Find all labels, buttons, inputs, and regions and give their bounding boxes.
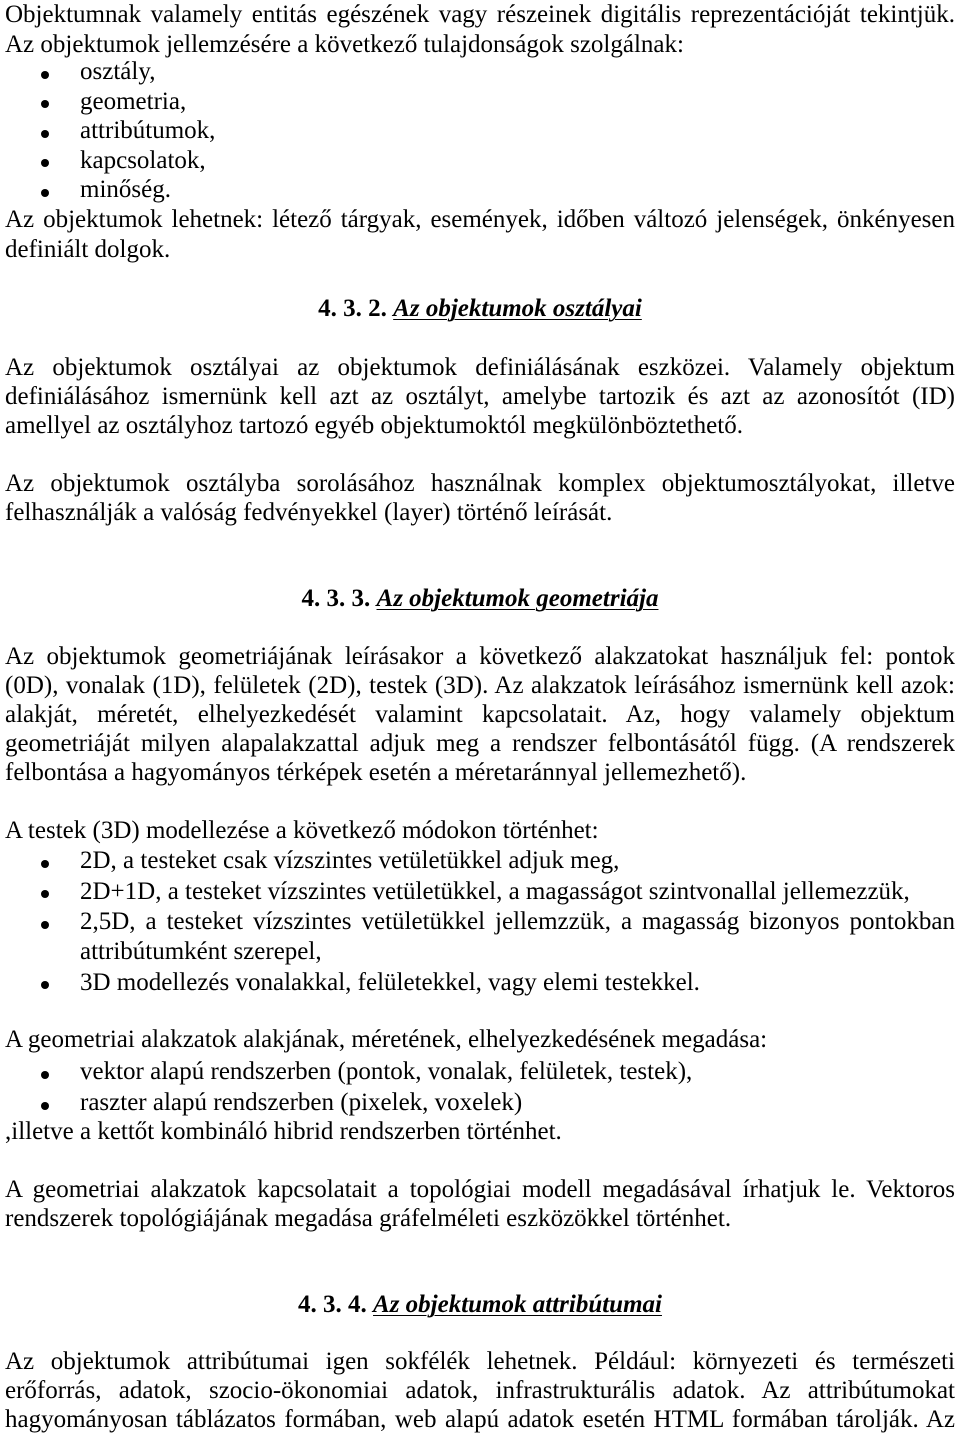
text-line: A geometriai alakzatok alakjának, méretének, elhelyezkedésének megadása: bbox=[5, 1026, 768, 1053]
list-item bbox=[5, 968, 955, 998]
list-item-text: 2,5D, a testeket vízszintes vetületükkel jellemzzük, a magasság bizonyos pontokban bbox=[80, 908, 955, 936]
classes-paragraph-1 bbox=[5, 353, 955, 440]
bullet-icon bbox=[41, 159, 49, 167]
bullet-icon bbox=[41, 860, 49, 868]
representation-list bbox=[5, 1057, 955, 1119]
bullet-icon bbox=[41, 890, 49, 898]
text-line: amellyel az osztályhoz tartozó egyéb objektumoktól megkülönböztethető. bbox=[5, 412, 743, 439]
text-line: ,illetve a kettőt kombináló hibrid rendszerben történhet. bbox=[5, 1118, 562, 1145]
bullet-icon bbox=[41, 1102, 49, 1110]
classes-paragraph-2 bbox=[5, 469, 955, 527]
text-line: Az objektumok attribútumai igen sokfélék lehetnek. Például: környezeti és természeti bbox=[5, 1348, 955, 1375]
list-item-text: osztály, bbox=[80, 58, 156, 85]
list-item-text: 3D modellezés vonalakkal, felületekkel, vagy elemi testekkel. bbox=[80, 968, 700, 996]
solids-intro bbox=[5, 816, 955, 845]
section-number: 4. 3. 2. bbox=[318, 295, 387, 322]
geometry-paragraph bbox=[5, 642, 955, 787]
text-line: A testek (3D) modellezése a következő módokon történhet: bbox=[5, 817, 599, 844]
attributes-paragraph bbox=[5, 1347, 955, 1434]
list-item bbox=[5, 116, 955, 146]
bullet-icon bbox=[41, 100, 49, 108]
text-line: hagyományosan táblázatos formában, web alapú adatok esetén HTML formában tárolják. Az bbox=[5, 1406, 955, 1433]
list-item-text: minőség. bbox=[80, 176, 171, 203]
text-line: definiálásához ismernünk kell azt az osztályt, amelybe tartozik és azt az azonosítót (ID) bbox=[5, 383, 955, 410]
list-item-text: vektor alapú rendszerben (pontok, vonalak, felületek, testek), bbox=[80, 1058, 693, 1085]
text-line: Az objektumok geometriájának leírásakor a következő alakzatokat használjuk fel: pontok bbox=[5, 643, 955, 670]
text-line: Az objektumok lehetnek: létező tárgyak, események, időben változó jelenségek, önkényesen bbox=[5, 206, 955, 233]
text-line: Az objektumok osztályai az objektumok definiálásának eszközei. Valamely objektum bbox=[5, 354, 955, 381]
section-title: Az objektumok geometriája bbox=[376, 585, 659, 612]
list-item-text: 2D+1D, a testeket vízszintes vetületükkel, a magasságot szintvonallal jellemezzük, bbox=[80, 877, 910, 905]
text-line: rendszerek topológiájának megadása gráfelméleti eszközökkel történhet. bbox=[5, 1205, 732, 1232]
text-line: erőforrás, adatok, szocio-ökonomiai adatok, infrastrukturális adatok. Az attribútumokat bbox=[5, 1377, 955, 1404]
text-line: A geometriai alakzatok kapcsolatait a topológiai modell megadásával írhatjuk le. Vektoros bbox=[5, 1176, 955, 1203]
list-item-text: attribútumok, bbox=[80, 117, 216, 144]
list-item-text: 2D, a testeket csak vízszintes vetületükkel adjuk meg, bbox=[80, 847, 620, 874]
text-line: Objektumnak valamely entitás egészének vagy részeinek digitális reprezentációját tekintjük. bbox=[5, 1, 955, 28]
list-item bbox=[5, 87, 955, 117]
bullet-icon bbox=[41, 130, 49, 138]
text-line: alakját, méretét, elhelyezkedését valamint kapcsolatait. Az, hogy valamely objektum bbox=[5, 701, 955, 728]
bullet-icon bbox=[41, 981, 49, 989]
list-item bbox=[5, 146, 955, 176]
section-title: Az objektumok attribútumai bbox=[373, 1291, 662, 1318]
section-heading-geometry bbox=[5, 584, 955, 613]
section-heading-attributes bbox=[5, 1290, 955, 1319]
list-item bbox=[5, 175, 955, 205]
bullet-icon bbox=[41, 189, 49, 197]
text-line: (0D), vonalak (1D), felületek (2D), testek (3D). Az alakzatok leírásához ismernünk kell azok: bbox=[5, 672, 955, 699]
intro-paragraph bbox=[5, 0, 955, 59]
text-line: felbontása a hagyományos térképek esetén a méretaránnyal jellemezhető). bbox=[5, 759, 747, 786]
list-item-text: attribútumként szerepel, bbox=[80, 937, 322, 965]
list-item-text: kapcsolatok, bbox=[80, 146, 206, 174]
bullet-icon bbox=[41, 1071, 49, 1079]
text-line: geometriáját milyen alapalakzattal adjuk meg a rendszer felbontásától függ. (A rendszerek bbox=[5, 730, 955, 757]
list-item bbox=[5, 1057, 955, 1087]
list-item bbox=[5, 877, 955, 907]
list-item-text: geometria, bbox=[80, 87, 187, 115]
object-kinds-paragraph bbox=[5, 205, 955, 265]
text-line: Az objektumok osztályba sorolásához használnak komplex objektumosztályokat, illetve bbox=[5, 470, 955, 497]
text-line: Az objektumok jellemzésére a következő tulajdonságok szolgálnak: bbox=[5, 30, 684, 58]
representation-outro bbox=[5, 1117, 955, 1146]
properties-list bbox=[5, 57, 955, 205]
section-number: 4. 3. 3. bbox=[301, 585, 371, 612]
topology-paragraph bbox=[5, 1175, 955, 1233]
list-item bbox=[5, 907, 955, 966]
solids-modelling-list bbox=[5, 846, 955, 998]
section-number: 4. 3. 4. bbox=[298, 1291, 367, 1318]
section-title: Az objektumok osztályai bbox=[393, 295, 642, 322]
representation-intro bbox=[5, 1025, 955, 1054]
bullet-icon bbox=[41, 71, 49, 79]
list-item bbox=[5, 1088, 955, 1118]
list-item-text: raszter alapú rendszerben (pixelek, voxelek) bbox=[80, 1089, 523, 1116]
list-item bbox=[5, 846, 955, 876]
bullet-icon bbox=[41, 921, 49, 929]
section-heading-classes bbox=[5, 294, 955, 323]
text-line: definiált dolgok. bbox=[5, 236, 171, 263]
list-item bbox=[5, 57, 955, 87]
text-line: felhasználják a valóság fedvényekkel (layer) történő leírását. bbox=[5, 499, 613, 526]
